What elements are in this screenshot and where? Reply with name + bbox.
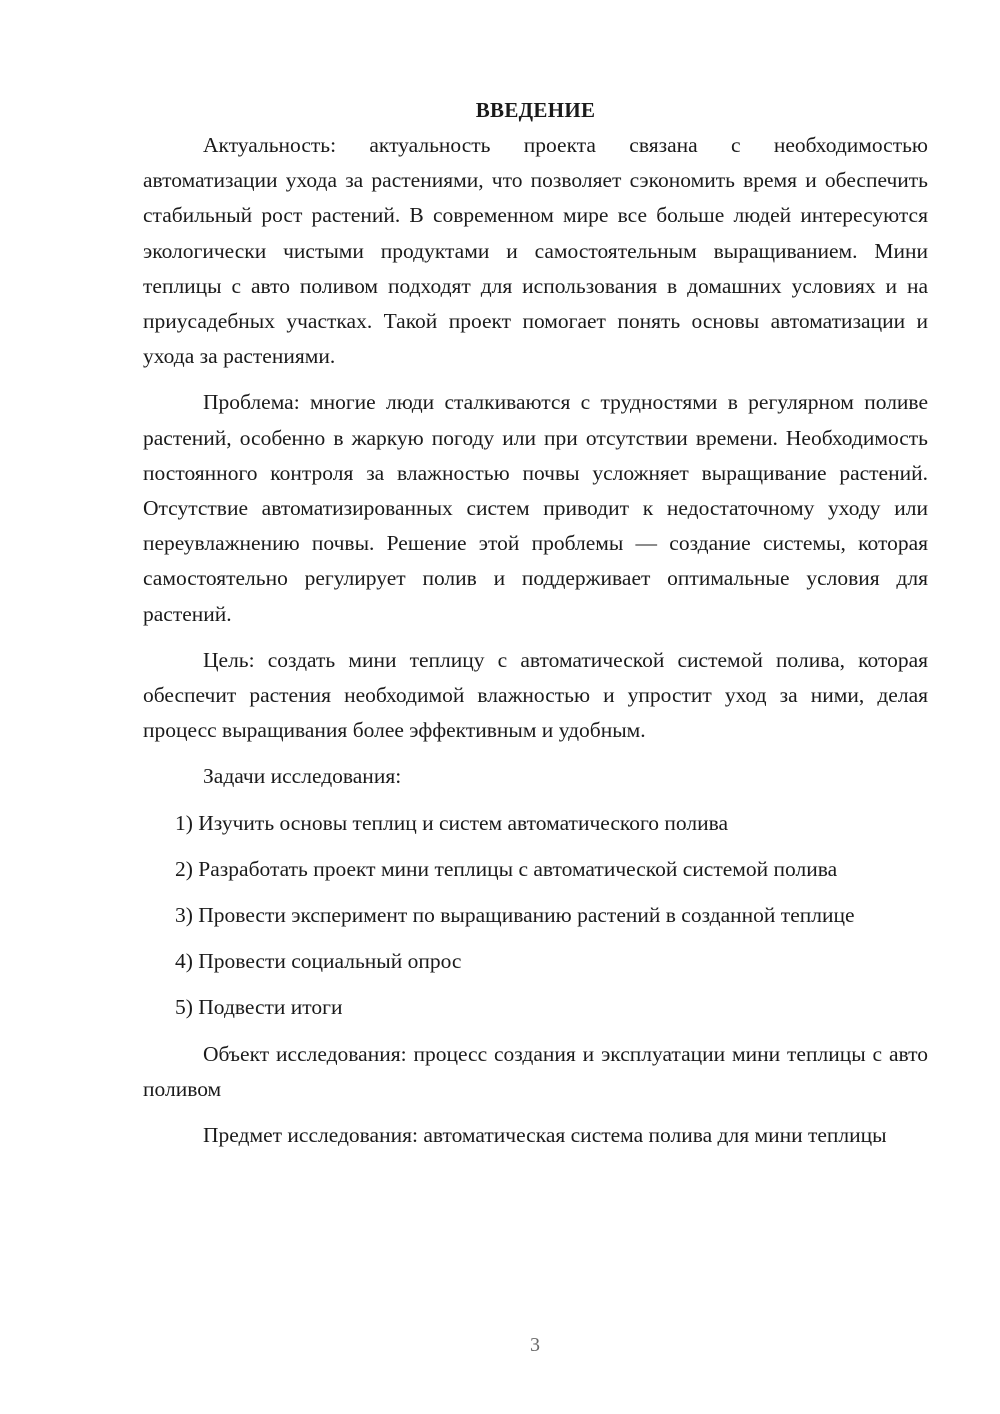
paragraph-object: Объект исследования: процесс создания и эксплуатации мини теплицы с авто поливом (143, 1041, 928, 1101)
paragraph-goal: Цель: создать мини теплицу с автоматической системой полива, которая обеспечит растения необходимой влажностью и упростит уход за ними, делая процесс выращивания более эффективным и удобным. (143, 647, 928, 743)
tasks-title: Задачи исследования: (203, 764, 402, 789)
task-item: 3) Провести эксперимент по выращиванию растений в созданной теплице (175, 903, 855, 928)
paragraph-subject: Предмет исследования: автоматическая система полива для мини теплицы (203, 1123, 887, 1148)
task-item: 4) Провести социальный опрос (175, 949, 462, 974)
paragraph-problem: Проблема: многие люди сталкиваются с трудностями в регулярном поливе растений, особенно в жаркую погоду или при отсутствии времени. Необходимость постоянного контроля за влажностью почвы усложняет выращивание растений. Отсутствие автоматизированных систем приводит к недостаточному уходу или переувлажнению почвы. Решение этой проблемы — создание системы, которая самостоятельно регулирует полив и поддерживает оптимальные условия для растений. (143, 390, 928, 626)
document-page (143, 92, 928, 1164)
page-number: 3 (530, 1334, 540, 1356)
paragraph-relevance: Актуальность: актуальность проекта связана с необходимостью автоматизации ухода за растениями, что позволяет сэкономить время и обеспечить стабильный рост растений. В современном мире все больше людей интересуются экологически чистыми продуктами и самостоятельным выращиванием. Мини теплицы с авто поливом подходят для использования в домашних условиях и на приусадебных участках. Такой проект помогает понять основы автоматизации и ухода за растениями. (143, 133, 928, 369)
task-item: 5) Подвести итоги (175, 995, 343, 1020)
task-item: 2) Разработать проект мини теплицы с автоматической системой полива (175, 856, 838, 881)
task-item: 1) Изучить основы теплиц и систем автоматического полива (175, 810, 729, 835)
section-heading: ВВЕДЕНИЕ (475, 98, 596, 122)
